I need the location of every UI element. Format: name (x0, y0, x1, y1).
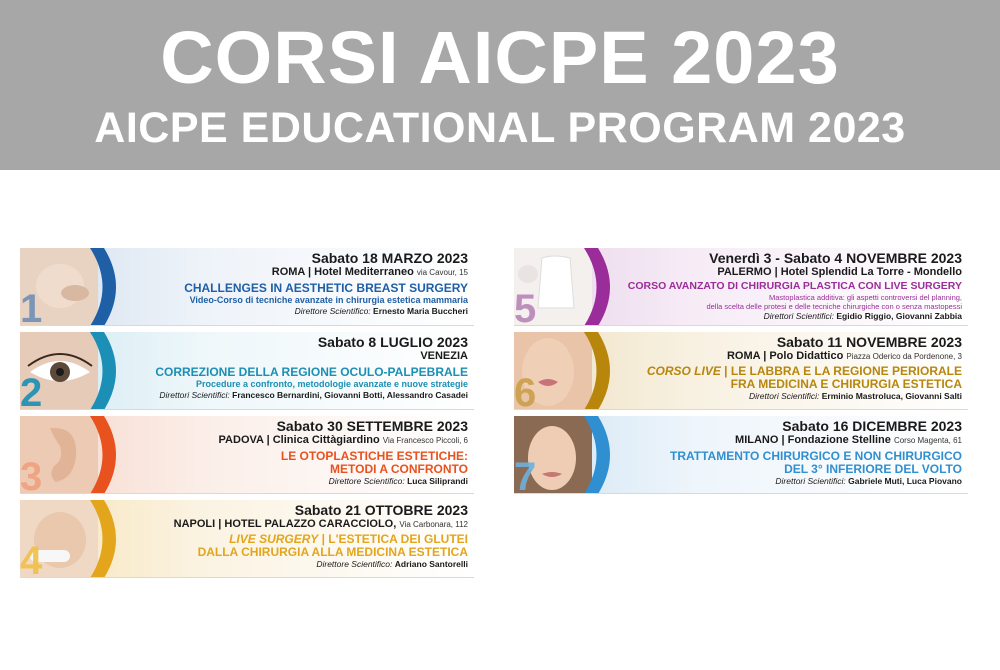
course-title-line2: METODI A CONFRONTO (330, 462, 468, 476)
course-title-line2: DALLA CHIRURGIA ALLA MEDICINA ESTETICA (197, 545, 468, 559)
course-title-line1: LE OTOPLASTICHE ESTETICHE: (280, 449, 468, 463)
course-address: via Cavour, 15 (416, 268, 468, 277)
course-subtitle-line2: della scelta delle protesi e delle tecniche chirurgiche con o senza mastopessi (706, 302, 962, 311)
course-number: 5 (514, 287, 537, 326)
course-date: Sabato 18 MARZO 2023 (311, 250, 468, 266)
course-directors: Adriano Santorelli (394, 559, 468, 569)
course-number: 7 (514, 455, 537, 494)
course-address: Via Carbonara, 112 (399, 520, 468, 529)
course-card-7[interactable] (514, 416, 968, 494)
course-number: 1 (20, 287, 43, 326)
course-card-1[interactable] (20, 248, 474, 326)
course-directors: Erminio Mastroluca, Giovanni Salti (821, 391, 962, 401)
course-number: 6 (514, 371, 537, 410)
course-subtitle: Video-Corso di tecniche avanzate in chirurgia estetica mammaria (189, 295, 468, 305)
course-date: Sabato 11 NOVEMBRE 2023 (776, 334, 962, 350)
page-title: CORSI AICPE 2023 (160, 16, 840, 99)
course-date: Sabato 16 DICEMBRE 2023 (782, 418, 962, 434)
director-label: Direttore Scientifico: (316, 559, 393, 569)
course-address: Piazza Oderico da Pordenone, 3 (846, 352, 962, 361)
course-card-6[interactable] (514, 332, 968, 410)
director-label: Direttori Scientifici: (775, 476, 846, 486)
director-label: Direttore Scientifico: (328, 476, 405, 486)
course-location: PADOVA | Clinica Cittàgiardino (218, 434, 380, 446)
course-title: CORREZIONE DELLA REGIONE OCULO-PALPEBRALE (155, 365, 468, 379)
director-label: Direttore Scientifico: (294, 306, 371, 316)
director-label: Direttori Scientifici: (748, 391, 820, 401)
course-date: Sabato 30 SETTEMBRE 2023 (276, 418, 468, 434)
course-subtitle-line1: Mastoplastica additiva: gli aspetti controversi del planning, (768, 293, 962, 302)
course-address: Corso Magenta, 61 (893, 436, 962, 445)
course-title-line2: DEL 3° INFERIORE DEL VOLTO (784, 462, 962, 476)
director-label: Direttori Scientifici: (763, 311, 834, 321)
course-location: PALERMO | Hotel Splendid La Torre - Mondello (717, 266, 962, 278)
course-date: Sabato 21 OTTOBRE 2023 (294, 502, 468, 518)
live-label: LIVE SURGERY (229, 532, 319, 546)
course-number: 4 (20, 539, 43, 578)
course-location: ROMA | Hotel Mediterraneo (271, 266, 414, 278)
course-card-2[interactable] (20, 332, 474, 410)
director-label: Direttori Scientifici: (159, 390, 230, 400)
course-number: 3 (20, 455, 43, 494)
course-title: CHALLENGES IN AESTHETIC BREAST SURGERY (184, 281, 468, 295)
course-directors: Egidio Riggio, Giovanni Zabbia (836, 311, 962, 321)
course-card-5[interactable] (514, 248, 968, 326)
course-directors: Ernesto Maria Buccheri (373, 306, 468, 316)
course-location: VENEZIA (420, 350, 468, 362)
course-date: Venerdì 3 - Sabato 4 NOVEMBRE 2023 (709, 250, 962, 266)
course-location: ROMA | Polo Didattico (726, 350, 844, 362)
course-date: Sabato 8 LUGLIO 2023 (317, 334, 468, 350)
course-location: MILANO | Fondazione Stelline (735, 434, 891, 446)
course-address: Via Francesco Piccoli, 6 (382, 436, 468, 445)
course-directors: Luca Siliprandi (407, 476, 468, 486)
course-card-4[interactable] (20, 500, 474, 578)
course-title-line1: | L'ESTETICA DEI GLUTEI (321, 532, 468, 546)
course-title: CORSO AVANZATO DI CHIRURGIA PLASTICA CON LIVE SURGERY (627, 280, 962, 292)
course-title-line1: TRATTAMENTO CHIRURGICO E NON CHIRURGICO (670, 449, 962, 463)
course-directors: Gabriele Muti, Luca Piovano (848, 476, 962, 486)
course-title-line1: | LE LABBRA E LA REGIONE PERIORALE (724, 364, 962, 378)
page-subtitle: AICPE EDUCATIONAL PROGRAM 2023 (94, 104, 906, 152)
course-location: NAPOLI | HOTEL PALAZZO CARACCIOLO, (173, 518, 397, 530)
course-title-line2: FRA MEDICINA E CHIRURGIA ESTETICA (730, 377, 962, 391)
header-banner (0, 0, 1000, 170)
course-card-3[interactable] (20, 416, 474, 494)
course-subtitle: Procedure a confronto, metodologie avanzate e nuove strategie (195, 379, 468, 389)
course-number: 2 (20, 371, 43, 410)
course-directors: Francesco Bernardini, Giovanni Botti, Alessandro Casadei (232, 390, 468, 400)
live-label: CORSO LIVE (646, 364, 721, 378)
